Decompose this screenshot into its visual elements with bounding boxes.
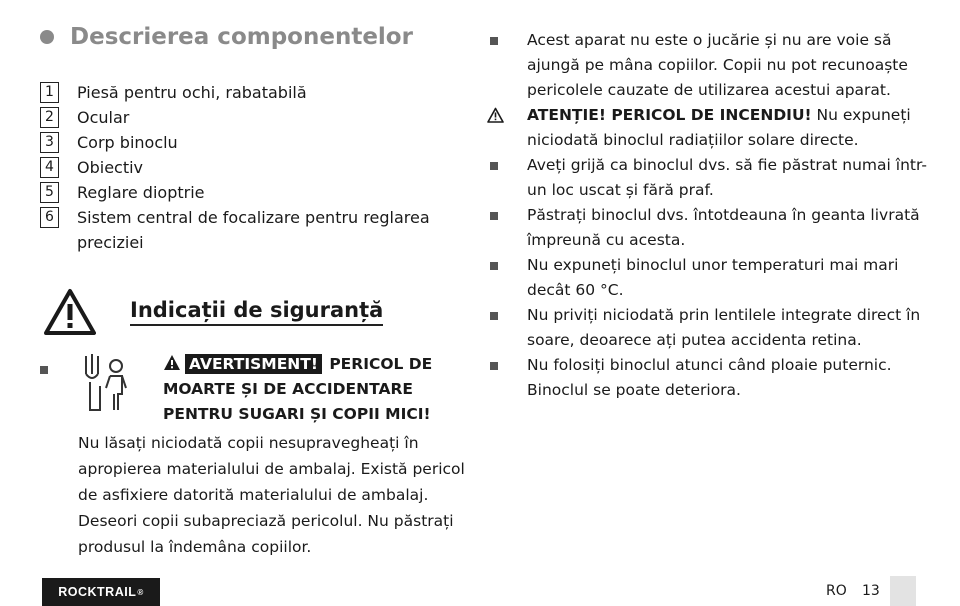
- fire-warning-heading: ATENȚIE! PERICOL DE INCENDIU!: [527, 106, 812, 124]
- bullet-square-icon: [490, 212, 498, 220]
- brand-name: ROCKTRAIL: [58, 585, 137, 599]
- warning-heading-text: PERICOL DE: [329, 355, 433, 373]
- component-number: 3: [40, 132, 59, 153]
- safety-item-text: Nu folosiți binoclul atunci când ploaie puternic. Binoclul se poate deteriora.: [527, 356, 892, 399]
- safety-title: Indicații de siguranță: [130, 298, 383, 326]
- list-item: [490, 153, 930, 203]
- bullet-square-icon: [490, 162, 498, 170]
- safety-item-text: Aveți grijă ca binoclul dvs. să fie păstrat numai într-un loc uscat și fără praf.: [527, 156, 927, 199]
- registered-mark: ®: [137, 587, 144, 597]
- warning-paragraph: Nu lăsați niciodată copii nesupravegheați în apropierea materialului de ambalaj. Există pericol de asfixiere datorită materialului de ambalaj. Deseori copii subapreciază pericolul. Nu păstrați produsul la îndemâna copiilor.: [78, 434, 465, 556]
- component-label: Ocular: [77, 108, 130, 127]
- list-item: [40, 180, 450, 205]
- safety-item-text: Nu expuneți niciodată binoclul radiațiilor solare directe.: [527, 106, 911, 149]
- component-number: 5: [40, 182, 59, 203]
- bullet-dot-icon: [40, 30, 54, 44]
- list-item: [490, 103, 930, 153]
- safety-item-text: Nu priviți niciodată prin lentilele integrate direct în soare, deoarece ați putea accidenta retina.: [527, 306, 921, 349]
- component-label: Obiectiv: [77, 158, 144, 177]
- section-title-text: Descrierea componentelor: [70, 24, 413, 50]
- warning-heading-line1: [163, 353, 432, 376]
- component-number: 2: [40, 107, 59, 128]
- component-list: [40, 80, 450, 255]
- bullet-square-icon: [490, 262, 498, 270]
- safety-list: [490, 28, 930, 403]
- component-label: Sistem central de focalizare pentru reglarea preciziei: [77, 208, 430, 252]
- component-number: 4: [40, 157, 59, 178]
- list-item: [490, 353, 930, 403]
- safety-item-text: Păstrați binoclul dvs. întotdeauna în geanta livrată împreună cu acesta.: [527, 206, 920, 249]
- page-tab-marker: [890, 576, 916, 606]
- list-item: [40, 105, 450, 130]
- list-item: [40, 205, 450, 255]
- warning-heading-line2: MOARTE ȘI DE ACCIDENTARE: [163, 380, 413, 398]
- component-label: Piesă pentru ochi, rabatabilă: [77, 83, 307, 102]
- bullet-square-icon: [490, 362, 498, 370]
- warning-triangle-icon: [44, 288, 96, 336]
- component-label: Corp binoclu: [77, 133, 178, 152]
- list-item: [490, 253, 930, 303]
- section-title: [40, 24, 413, 50]
- warning-triangle-icon: [163, 354, 181, 371]
- list-item: [490, 203, 930, 253]
- component-number: 6: [40, 207, 59, 228]
- list-item: [40, 130, 450, 155]
- warning-triangle-icon: [487, 107, 504, 123]
- bullet-square-icon: [490, 312, 498, 320]
- bullet-square-icon: [490, 37, 498, 45]
- safety-item-text: Nu expuneți binoclul unor temperaturi mai mari decât 60 °C.: [527, 256, 899, 299]
- brand-logo: [42, 578, 160, 606]
- list-item: [490, 303, 930, 353]
- list-item: [490, 28, 930, 103]
- warning-label: AVERTISMENT!: [185, 354, 322, 374]
- safety-item-text: Acest aparat nu este o jucărie și nu are voie să ajungă pe mâna copiilor. Copii nu pot recunoaște pericolele cauzate de utilizarea acestui aparat.: [527, 31, 908, 99]
- list-item: [40, 80, 450, 105]
- language-code: RO: [826, 583, 847, 599]
- bullet-square-icon: [40, 366, 48, 374]
- warning-heading-line3: PENTRU SUGARI ȘI COPII MICI!: [163, 405, 431, 423]
- list-item: [40, 155, 450, 180]
- component-label: Reglare dioptrie: [77, 183, 205, 202]
- page-number: 13: [862, 583, 880, 599]
- component-number: 1: [40, 82, 59, 103]
- child-warning-icon: [80, 352, 130, 414]
